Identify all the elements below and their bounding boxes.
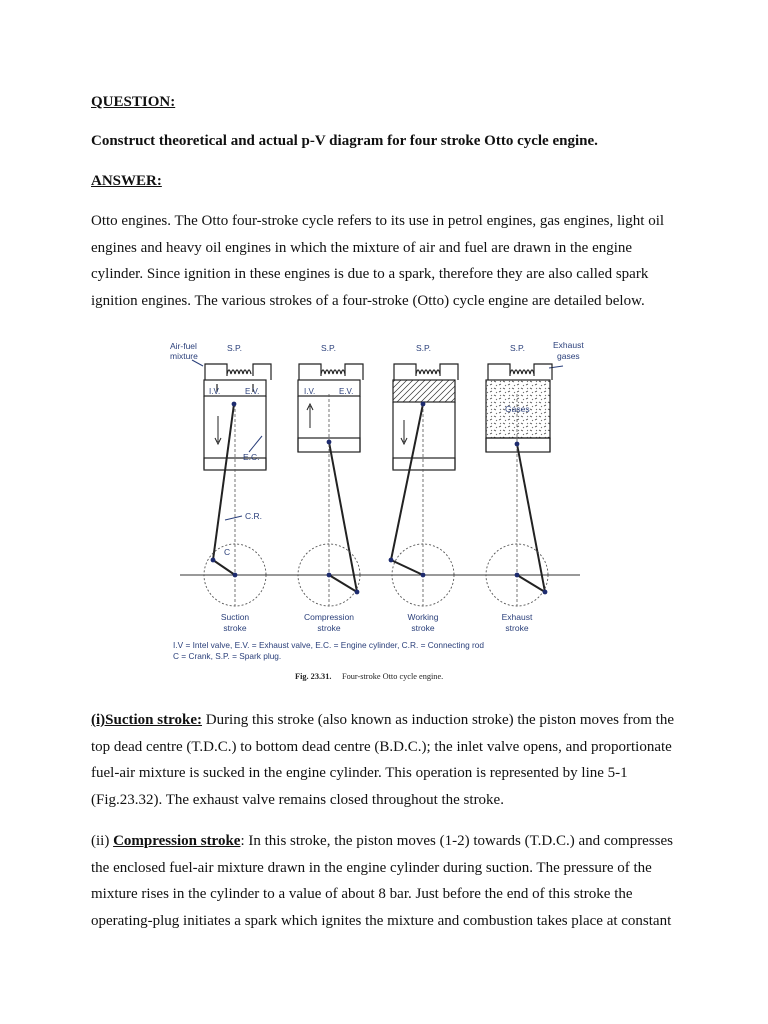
label-c: C bbox=[224, 547, 231, 557]
label-ev-2: E.V. bbox=[339, 387, 354, 396]
label-sp-1: S.P. bbox=[227, 343, 242, 353]
pin-1c bbox=[233, 573, 238, 578]
stroke-label-4b: stroke bbox=[505, 623, 529, 633]
question-heading: QUESTION: bbox=[91, 94, 176, 110]
stroke-label-1a: Suction bbox=[220, 612, 250, 622]
engine-suction bbox=[204, 364, 271, 606]
pin-1b bbox=[211, 558, 216, 563]
suction-text: During this stroke (also known as induction stroke) the piston moves from the top dead centre (T.D.C.) to bottom dead centre (B.D.C.); the inlet valve opens, and proportionate fuel-air mixture is sucked in the engine cylinder. This operation is represented by line 5-1 (Fig.23.32). The exhaust valve remains closed throughout the stroke. bbox=[91, 712, 675, 809]
figure-caption-label: Fig. 23.31. bbox=[295, 672, 332, 681]
label-iv-2: I.V. bbox=[304, 387, 316, 396]
stroke-label-2a: Compression bbox=[303, 612, 355, 622]
figure-legend-line1: I.V = Intel valve, E.V. = Exhaust valve, E.C. = Engine cylinder, C.R. = Connecting rod bbox=[173, 640, 484, 650]
four-stroke-engine-figure bbox=[165, 334, 605, 690]
label-exhaust-2: gases bbox=[557, 351, 580, 361]
ec-pointer bbox=[225, 436, 262, 520]
pin-3a bbox=[421, 402, 426, 407]
stroke-label-3a: Working bbox=[407, 612, 439, 622]
suction-label: (i)Suction stroke: bbox=[91, 712, 202, 728]
pin-3c bbox=[421, 573, 426, 578]
label-ev-1: E.V. bbox=[245, 387, 260, 396]
stroke-label-1b: stroke bbox=[223, 623, 247, 633]
compression-text: : In this stroke, the piston moves (1-2) towards (T.D.C.) and compresses the enclosed fuel-air mixture drawn in the engine cylinder during suction. The pressure of the mixture rises in the cylinder to a value of about 8 bar. Just before the end of this stroke the operating-plug initiates a spark which ignites the mixture and combustion takes place at constant bbox=[91, 833, 674, 930]
engine-exhaust bbox=[486, 364, 552, 606]
compression-prefix: (ii) bbox=[91, 833, 114, 849]
figure-legend-line2: C = Crank, S.P. = Spark plug. bbox=[173, 651, 282, 661]
label-air-fuel-2: mixture bbox=[170, 351, 198, 361]
engine-working bbox=[391, 364, 458, 606]
label-sp-3: S.P. bbox=[416, 343, 431, 353]
pin-4a bbox=[515, 442, 520, 447]
label-cr: C.R. bbox=[245, 511, 262, 521]
label-iv-1: I.V. bbox=[209, 387, 221, 396]
label-sp-2: S.P. bbox=[321, 343, 336, 353]
pin-2c bbox=[327, 573, 332, 578]
pin-2a bbox=[327, 440, 332, 445]
intro-paragraph: Otto engines. The Otto four-stroke cycle refers to its use in petrol engines, gas engines, light oil engines and heavy oil engines in which the mixture of air and fuel are drawn in the engine cylinder. Since ignition in these engines is due to a spark, therefore they are also called spark ignition engines. The various strokes of a four-stroke (Otto) cycle engine are detailed below. bbox=[91, 213, 665, 310]
label-exhaust-1: Exhaust bbox=[553, 340, 584, 350]
pin-2b bbox=[355, 590, 360, 595]
figure-caption-text: Four-stroke Otto cycle engine. bbox=[342, 672, 444, 681]
stroke-label-2b: stroke bbox=[317, 623, 341, 633]
label-gases: Gases bbox=[505, 404, 530, 414]
stroke-label-3b: stroke bbox=[411, 623, 435, 633]
exhaust-arrow bbox=[549, 366, 563, 368]
pin-1a bbox=[232, 402, 237, 407]
pin-4b bbox=[543, 590, 548, 595]
label-air-fuel-1: Air-fuel bbox=[170, 341, 197, 351]
compression-label: Compression stroke bbox=[113, 833, 241, 849]
label-sp-4: S.P. bbox=[510, 343, 525, 353]
compression-paragraph bbox=[91, 828, 685, 935]
suction-paragraph bbox=[91, 707, 685, 814]
pin-4c bbox=[515, 573, 520, 578]
engine-compression bbox=[298, 364, 363, 606]
question-text: Construct theoretical and actual p-V diagram for four stroke Otto cycle engine. bbox=[91, 133, 598, 149]
label-ec: E.C. bbox=[243, 452, 260, 462]
answer-heading: ANSWER: bbox=[91, 173, 162, 189]
pin-3b bbox=[389, 558, 394, 563]
stroke-label-4a: Exhaust bbox=[501, 612, 533, 622]
